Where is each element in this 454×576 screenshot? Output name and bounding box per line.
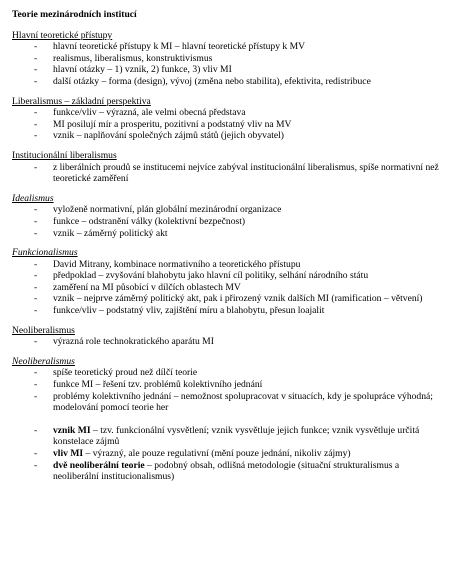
section-neoliberalismus-1 — [12, 325, 444, 348]
dash-marker: - — [34, 305, 38, 317]
dash-marker: - — [34, 459, 38, 471]
item-text: – výrazný, ale pouze regulativní (mění pouze jednání, nikoliv zájmy) — [83, 448, 351, 459]
dash-marker: - — [34, 281, 38, 293]
list-item — [12, 367, 444, 379]
list-item — [12, 282, 444, 294]
item-text: vznik – naplňování společných zájmů států (jejich obyvatel) — [53, 130, 284, 142]
dash-marker: - — [34, 41, 38, 53]
list-item — [12, 391, 444, 414]
item-text: další otázky – forma (design), vývoj (změna nebo stabilita), efektivita, redistribuce — [53, 75, 371, 87]
section-institucionalni-liberalismus — [12, 150, 444, 185]
dash-marker: - — [34, 64, 38, 76]
dash-marker: - — [34, 448, 38, 459]
dash-marker: - — [34, 258, 38, 270]
document-title: Teorie mezinárodních institucí — [12, 9, 137, 20]
dash-marker: - — [34, 293, 38, 305]
dash-marker: - — [34, 390, 38, 402]
item-text: výrazná role technokratického aparátu MI — [53, 336, 214, 348]
section-liberalismus — [12, 96, 444, 142]
dash-marker: - — [34, 424, 38, 436]
dash-marker: - — [34, 118, 38, 130]
section-heading: Neoliberalismus — [12, 324, 75, 336]
dash-marker: - — [34, 75, 38, 87]
section-heading: Institucionální liberalismus — [12, 149, 117, 161]
item-text: z liberálních proudů se institucemi nejvíce zabýval institucionální liberalismus, spíše normativní než teoretické zaměření — [53, 161, 439, 185]
list-item — [12, 162, 444, 185]
dash-marker: - — [34, 204, 38, 216]
dash-marker: - — [34, 336, 38, 348]
list-item — [12, 216, 444, 228]
item-text: funkce MI – řešení tzv. problémů kolektivního jednání — [53, 379, 263, 391]
item-text: funkce – odstranění války (kolektivní bezpečnost) — [53, 215, 246, 227]
list-item — [12, 460, 444, 483]
section-heading: Neoliberalismus — [12, 355, 75, 367]
list-item — [12, 379, 444, 391]
list-item — [12, 130, 444, 142]
bullet-list — [12, 41, 444, 87]
item-text: vznik – nejprve záměrný politický akt, pak i přirozený vznik dalších MI (ramification – větvení) — [53, 293, 423, 305]
list-item — [12, 64, 444, 76]
bullet-list — [12, 367, 444, 482]
list-item — [12, 119, 444, 131]
item-text: vyloženě normativní, plán globální mezinárodní organizace — [53, 204, 282, 216]
item-text: – podobný obsah, odlišná metodologie (situační strukturalismus a neoliberální institucionalismus) — [53, 459, 400, 483]
list-item — [12, 259, 444, 271]
section-idealismus — [12, 193, 444, 239]
section-heading: Funkcionalismus — [12, 247, 78, 259]
item-text: funkce/vliv – výrazná, ale velmi obecná představa — [53, 107, 246, 119]
item-text: David Mitrany, kombinace normativního a teoretického přístupu — [53, 258, 301, 270]
item-text: funkce/vliv – podstatný vliv, zajištění míru a blahobytu, přesun loajalit — [53, 305, 325, 317]
dash-marker: - — [34, 379, 38, 391]
section-heading: Liberalismus – základní perspektiva — [12, 95, 151, 107]
item-text: realismus, liberalismus, konstruktivismus — [53, 52, 213, 64]
section-heading: Idealismus — [12, 192, 54, 204]
dash-marker: - — [34, 52, 38, 64]
list-item — [12, 41, 444, 53]
dash-marker: - — [34, 227, 38, 239]
bullet-list — [12, 259, 444, 317]
list-item — [12, 448, 444, 460]
item-text: vznik – záměrný politický akt — [53, 227, 168, 239]
bullet-list — [12, 162, 444, 185]
dash-marker: - — [34, 215, 38, 227]
section-hlavni-pristupy — [12, 30, 444, 88]
item-text: problémy kolektivního jednání – nemožnost spolupracovat v situacích, kdy je spolupráce výhodná; modelování pomocí teorie her — [53, 390, 433, 414]
item-text: zaměření na MI působící v dílčích oblastech MV — [53, 281, 241, 293]
list-item — [12, 53, 444, 65]
list-item — [12, 305, 444, 317]
list-item — [12, 76, 444, 88]
item-text: MI posilují mír a prosperitu, pozitivní a podstatný vliv na MV — [53, 118, 292, 130]
dash-marker: - — [34, 107, 38, 119]
item-text: hlavní otázky – 1) vznik, 2) funkce, 3) vliv MI — [53, 64, 232, 76]
list-item — [12, 270, 444, 282]
dash-marker: - — [34, 367, 38, 379]
section-funkcionalismus — [12, 247, 444, 317]
bullet-list — [12, 204, 444, 239]
list-item — [12, 425, 444, 448]
list-item — [12, 228, 444, 240]
item-bold-lead: vznik MI — [53, 424, 91, 436]
dash-marker: - — [34, 270, 38, 282]
item-text: hlavní teoretické přístupy k MI – hlavní teoretické přístupy k MV — [53, 41, 306, 53]
item-text: – tzv. funkcionální vysvětlení; vznik vysvětluje jejich funkce; vznik vysvětluje určitá konstelace zájmů — [53, 424, 420, 448]
item-bold-lead: vliv MI — [53, 448, 84, 459]
dash-marker: - — [34, 130, 38, 142]
list-item — [12, 336, 444, 348]
bullet-list — [12, 336, 444, 348]
list-item — [12, 107, 444, 119]
list-item — [12, 204, 444, 216]
item-text: předpoklad – zvyšování blahobytu jako hlavní cíl politiky, selhání národního státu — [53, 270, 369, 282]
bullet-list — [12, 107, 444, 142]
section-heading: Hlavní teoretické přístupy — [12, 29, 113, 41]
list-item — [12, 293, 444, 305]
section-neoliberalismus-2 — [12, 356, 444, 483]
item-bold-lead: dvě neoliberální teorie — [53, 459, 145, 471]
dash-marker: - — [34, 161, 38, 173]
item-text: spíše teoretický proud než dílčí teorie — [53, 367, 198, 379]
